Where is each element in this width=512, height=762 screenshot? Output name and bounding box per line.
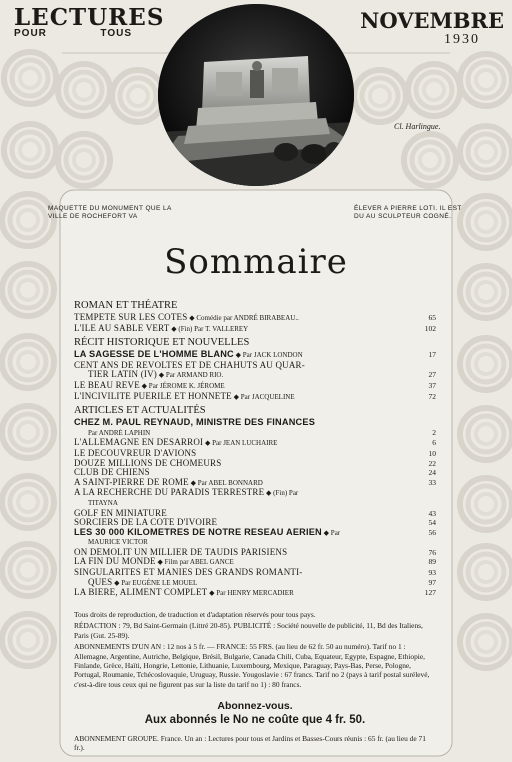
toc-entry-page: 33 [428, 477, 436, 487]
toc-entry [74, 313, 436, 324]
monument-photo [158, 4, 354, 186]
toc-entry-text [74, 361, 414, 371]
masthead-month: NOVEMBRE [360, 8, 504, 33]
toc-entry [74, 518, 436, 528]
toc-entry-text [74, 313, 414, 324]
toc-entry-title: L'ALLEMAGNE EN DÉSARROI [74, 438, 204, 448]
toc-bullet-icon: ◆ [188, 478, 198, 487]
toc-entry-text [74, 548, 414, 558]
toc-entry-note: (Fin) Par [273, 489, 299, 498]
masthead-title-block [14, 6, 164, 39]
toc-entry-text [88, 499, 414, 509]
toc-entry-page: 56 [428, 527, 436, 537]
toc-entry-page: 6 [432, 438, 436, 448]
toc-entry-text [74, 438, 414, 449]
masthead-year: 1930 [444, 32, 480, 47]
toc-entry-text [74, 518, 414, 528]
toc-entry-note: TITAYNA [88, 498, 118, 507]
toc-entry-text [74, 478, 414, 489]
toc-bullet-icon: ◆ [233, 351, 243, 360]
toc-entry-title: LE BEAU RÊVE [74, 380, 140, 390]
toc-entry-text [74, 528, 414, 539]
toc-entry-page: 72 [428, 391, 436, 401]
toc-bullet-icon: ◆ [155, 558, 165, 567]
toc-section-heading: RÉCIT HISTORIQUE ET NOUVELLES [74, 337, 250, 349]
toc-entry-title: LA BIÈRE, ALIMENT COMPLET [74, 588, 208, 598]
photo-credit: Cl. Harlingue. [394, 122, 441, 131]
toc-bullet-icon: ◆ [187, 314, 197, 322]
group-subscription: ABONNEMENT GROUPE. France. Un an : Lectures pour tous et Jardins et Basses-Cours réunis : 65 fr. (au lieu de 71 fr.). [74, 734, 426, 753]
toc-entry [74, 428, 436, 439]
toc-entry-text [88, 429, 414, 439]
toc-bullet-icon: ◆ [207, 589, 217, 598]
toc-entry-note: Par JÉROME K. JÉROME [148, 381, 225, 390]
toc-entry-text [74, 381, 414, 392]
toc-entry [74, 568, 436, 578]
toc-entry-text [74, 468, 414, 478]
toc-entry-text [74, 459, 414, 469]
toc-section-heading: ARTICLES ET ACTUALITÉS [74, 405, 206, 417]
toc-entry-title: DOUZE MILLIONS DE CHOMEURS [74, 458, 222, 468]
toc-bullet-icon: ◆ [156, 371, 166, 380]
toc-entry-note: Film par ABEL GANCE [164, 558, 234, 567]
toc-entry [74, 468, 436, 478]
toc-entry-text [88, 538, 414, 548]
toc-bullet-icon: ◆ [321, 528, 331, 537]
toc-section-heading: ROMAN ET THÉATRE [74, 300, 178, 311]
toc-entry-title: A SAINT-PIERRE DE ROME [74, 477, 189, 487]
toc-entry-text [74, 588, 414, 599]
toc-entry-page: 97 [428, 577, 436, 587]
toc-entry-text [74, 350, 414, 361]
toc-entry-note: Par JEAN LUCHAIRE [212, 439, 278, 448]
toc-entry [74, 324, 436, 335]
toc-entry-text [74, 392, 414, 403]
subscribe-block [74, 700, 436, 726]
monument-illustration [158, 4, 354, 186]
rights-notice [74, 610, 436, 691]
subscribe-line-2: Aux abonnés le No ne coûte que 4 fr. 50. [144, 714, 366, 726]
toc-entry-title: SORCIERS DE LA COTE D'IVOIRE [74, 518, 218, 528]
toc-entry-note: Par EUGÈNE LE MOUEL [121, 578, 198, 587]
toc-entry-page: 37 [428, 380, 436, 390]
toc-entry-page: 76 [428, 547, 436, 557]
toc-entry-note: Par HENRY MERCADIER [216, 589, 294, 598]
toc-entry [74, 548, 436, 558]
toc-entry-title: SINGULARITÉS ET MANIES DES GRANDS ROMANTI- [74, 568, 303, 578]
toc-bullet-icon: ◆ [264, 489, 274, 498]
toc-entry-note: Par ARMAND RIO. [165, 371, 224, 380]
toc-entry-text [88, 370, 414, 381]
toc-entry-title: QUES [88, 577, 113, 587]
toc-entry-text [74, 568, 414, 578]
rights-subscriptions: ABONNEMENTS D'UN AN : 12 nos à 5 fr. — FRANCE: 55 FRS. (au lieu de 62 fr. 50 au numéro). Tarif no 1 : Allemagne, Argentine, Autriche, Belgique, Brésil, Bulgarie, Canada Chili, Cuba, Equateur, Egypte, Espagne, Ethiopie, Finlande, Grèce, Haïti, Hongrie, Lettonie, Lithuanie, Luxembourg, Mexique, Paraguay, Pays-Bas, Perse, Pologne, Portugal, Roumanie, Tchécoslovaquie, Uruguay, Russie. Yougoslavie : 67 francs. Tarif no 2 (pays à tarif postal surélevé, c'est-à-dire tous ceux qui ne figurent pas sur la liste du tarif no 1) : 80 francs. [74, 642, 430, 689]
toc-entry [74, 509, 436, 519]
toc-entry-page: 10 [428, 448, 436, 458]
masthead-sub-left: POUR [14, 28, 47, 39]
toc-entry [74, 488, 436, 499]
toc-entry-page: 27 [428, 370, 436, 380]
toc-entry-title: LE DÉCOUVREUR D'AVIONS [74, 448, 197, 458]
toc-entry-title: LES 30 000 KILOMÈTRES DE NOTRE RÉSEAU AÉRIEN [74, 527, 322, 537]
toc-bullet-icon: ◆ [203, 439, 213, 448]
toc-entry-page: 93 [428, 568, 436, 578]
toc-entry-title: LA SAGESSE DE L'HOMME BLANC [74, 350, 234, 360]
toc-entry-note: Par ANDRÉ LAPHIN [88, 428, 151, 437]
toc-entry-title: GOLF EN MINIATURE [74, 508, 167, 518]
masthead-sub-right: TOUS [100, 28, 132, 39]
toc-entry [74, 381, 436, 392]
toc-entry-title: CENT ANS DE RÉVOLTES ET DE CHAHUTS AU QUAR- [74, 360, 305, 370]
toc-entry-title: TEMPÊTE SUR LES COTES [74, 313, 188, 322]
toc-entry-text [88, 578, 414, 589]
toc-entry-note: (Fin) Par T. VALLEREY [178, 324, 249, 333]
subscribe-line-1: Abonnez-vous. [217, 700, 293, 712]
table-of-contents [74, 297, 436, 599]
toc-entry-page: 54 [428, 518, 436, 528]
toc-entry [74, 528, 436, 539]
toc-entry-page: 65 [428, 313, 436, 322]
toc-entry-note: Par JACQUELINE [240, 392, 295, 401]
masthead-date-block [354, 10, 504, 48]
toc-entry-title: LA FIN DU MONDE [74, 557, 156, 567]
toc-entry-text [74, 488, 414, 499]
toc-entry [74, 438, 436, 449]
toc-bullet-icon: ◆ [112, 578, 122, 587]
toc-entry [74, 588, 436, 599]
photo-caption-right: ÉLEVER A PIERRE LOTI. IL EST DU AU SCULPTEUR COGNÉ. [354, 205, 462, 220]
toc-entry-page: 89 [428, 557, 436, 567]
toc-entry-page: 24 [428, 468, 436, 478]
toc-entry [74, 459, 436, 469]
toc-entry-page: 43 [428, 508, 436, 518]
photo-caption-left: MAQUETTE DU MONUMENT QUE LA VILLE DE ROCHEFORT VA [48, 205, 172, 220]
toc-entry [74, 418, 436, 428]
toc-entry [74, 538, 436, 548]
toc-bullet-icon: ◆ [139, 381, 149, 390]
toc-entry-title: L'INCIVILITÉ PUÉRILE ET HONNÊTE [74, 391, 232, 401]
toc-entry-page: 17 [428, 350, 436, 360]
toc-entry-title: TIER LATIN (IV) [88, 370, 157, 380]
toc-entry-note: MAURICE VICTOR [88, 538, 148, 547]
masthead-title: LECTURES [14, 4, 165, 31]
toc-entry-page: 127 [424, 588, 436, 598]
toc-entry-title: CLUB DE CHIENS [74, 468, 150, 478]
toc-entry [74, 449, 436, 459]
sommaire-heading: Sommaire [164, 242, 348, 282]
toc-entry-title: L'ILE AU SABLE VERT [74, 323, 170, 333]
rights-redaction: RÉDACTION : 79, Bd Saint-Germain (Littré 20-85). PUBLICITÉ : Société nouvelle de publicité, 11, Bd des Italiens, Paris (Gut. 25-89). [74, 621, 423, 640]
toc-entry [74, 350, 436, 361]
toc-entry-title: A LA RECHERCHE DU PARADIS TERRESTRE [74, 488, 265, 498]
toc-entry-note: Par ABEL BONNARD [197, 478, 263, 487]
toc-entry-page: 102 [424, 323, 436, 333]
toc-entry [74, 557, 436, 568]
toc-bullet-icon: ◆ [169, 324, 179, 333]
toc-entry-text [74, 449, 414, 459]
rights-reproduction: Tous droits de reproduction, de traduction et d'adaptation réservés pour tous pays. [74, 610, 316, 619]
toc-entry [74, 361, 436, 371]
toc-entry-text [74, 324, 414, 335]
toc-entry-text [74, 509, 414, 519]
toc-entry [74, 499, 436, 509]
toc-entry-note: Comédie par ANDRÉ BIRABEAU.. [196, 314, 299, 322]
toc-entry [74, 392, 436, 403]
toc-entry-title: ON DÉMOLIT UN MILLIER DE TAUDIS PARISIENS [74, 547, 288, 557]
toc-entry-title: CHEZ M. PAUL REYNAUD, MINISTRE DES FINANCES [74, 418, 316, 428]
toc-bullet-icon: ◆ [231, 392, 241, 401]
toc-entry [74, 370, 436, 381]
toc-entry-text [74, 418, 414, 428]
toc-entry-page: 22 [428, 458, 436, 468]
toc-entry [74, 578, 436, 589]
toc-entry [74, 478, 436, 489]
toc-entry-page: 2 [432, 427, 436, 437]
toc-entry-text [74, 557, 414, 568]
toc-entry-note: Par JACK LONDON [242, 351, 303, 360]
toc-entry-note: Par [330, 528, 341, 537]
